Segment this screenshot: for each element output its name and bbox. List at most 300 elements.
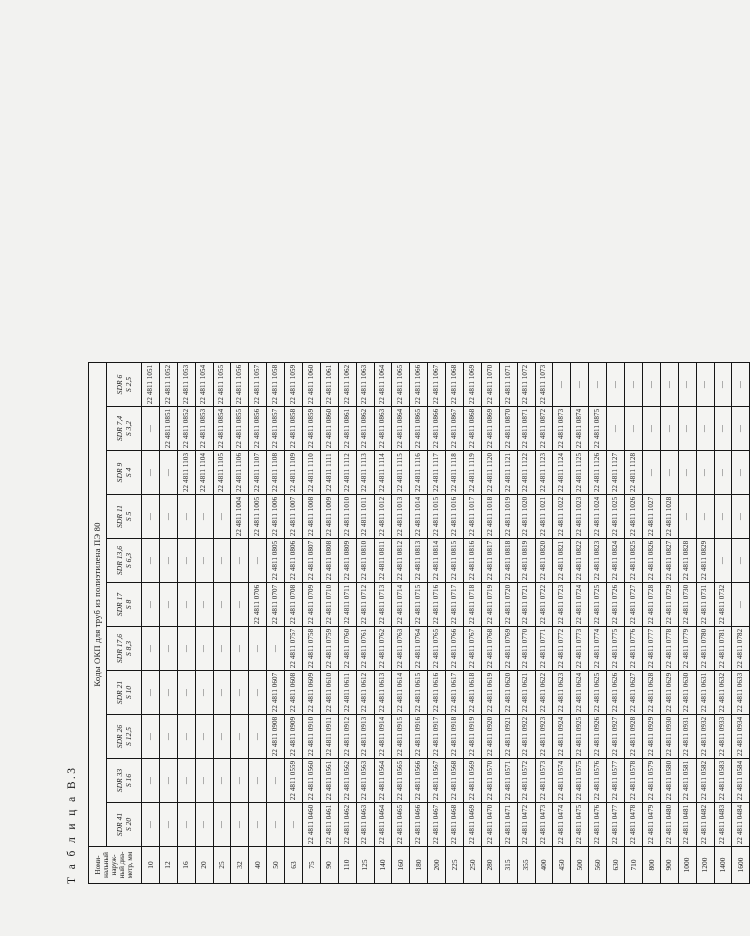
okp-code-cell: 22 4811 0925 — [571, 715, 589, 759]
okp-code-cell: 22 4811 0757 — [285, 627, 303, 671]
okp-code-cell: 22 4811 0929 — [642, 715, 660, 759]
okp-code-cell: 22 4811 0919 — [464, 715, 482, 759]
okp-code-cell: 22 4811 0614 — [392, 671, 410, 715]
empty-code-cell: — — [142, 495, 160, 539]
empty-code-cell: — — [231, 583, 249, 627]
empty-code-cell: — — [177, 803, 195, 847]
corner-line-5: метр, мм — [125, 851, 134, 879]
nominal-diameter-cell: 180 — [410, 847, 428, 884]
empty-code-cell: — — [213, 803, 231, 847]
okp-code-cell: 22 4811 0866 — [428, 407, 446, 451]
empty-code-cell: — — [249, 627, 267, 671]
table-row — [356, 363, 374, 884]
empty-code-cell: — — [285, 803, 303, 847]
table-row — [320, 363, 338, 884]
okp-code-cell: 22 4811 0807 — [303, 539, 321, 583]
okp-code-cell: 22 4811 0581 — [678, 759, 696, 803]
sdr-column-header — [107, 671, 142, 715]
okp-code-cell: 22 4811 0719 — [481, 583, 499, 627]
okp-code-cell: 22 4811 1125 — [571, 451, 589, 495]
okp-code-cell: 22 4811 0473 — [535, 803, 553, 847]
okp-code-cell: 22 4811 0713 — [374, 583, 392, 627]
okp-code-cell: 22 4811 1065 — [392, 363, 410, 407]
okp-code-cell: 22 4811 0482 — [696, 803, 714, 847]
table-row — [678, 363, 696, 884]
okp-code-cell: 22 4811 0805 — [267, 539, 285, 583]
table-row — [267, 363, 285, 884]
nominal-diameter-cell: 900 — [660, 847, 678, 884]
okp-code-cell: 22 4811 0813 — [410, 539, 428, 583]
group-header-okp: Коды ОКП для труб из полиэтилена ПЭ 80 — [89, 363, 107, 847]
okp-code-cell: 22 4811 0777 — [642, 627, 660, 671]
sdr-column-header — [107, 451, 142, 495]
okp-code-cell: 22 4811 0708 — [285, 583, 303, 627]
okp-code-cell: 22 4811 0857 — [267, 407, 285, 451]
okp-code-cell: 22 4811 0776 — [625, 627, 643, 671]
okp-code-cell: 22 4811 0475 — [571, 803, 589, 847]
okp-code-cell: 22 4811 0763 — [392, 627, 410, 671]
group-header-row — [89, 363, 107, 884]
okp-code-cell: 22 4811 0854 — [213, 407, 231, 451]
okp-code-cell: 22 4811 0858 — [285, 407, 303, 451]
table-row — [142, 363, 160, 884]
okp-code-cell: 22 4811 0723 — [553, 583, 571, 627]
table-row — [732, 363, 750, 884]
s-label: S 6,3 — [124, 552, 133, 569]
okp-codes-table — [88, 362, 750, 884]
table-row — [625, 363, 643, 884]
okp-code-cell: 22 4811 0565 — [392, 759, 410, 803]
sdr-column-header — [107, 495, 142, 539]
empty-code-cell: — — [589, 363, 607, 407]
okp-code-cell: 22 4811 1122 — [517, 451, 535, 495]
okp-code-cell: 22 4811 1010 — [338, 495, 356, 539]
okp-code-cell: 22 4811 0780 — [696, 627, 714, 671]
sdr-column-header — [107, 539, 142, 583]
okp-code-cell: 22 4811 1053 — [177, 363, 195, 407]
empty-code-cell: — — [159, 583, 177, 627]
okp-code-cell: 22 4811 0822 — [571, 539, 589, 583]
okp-code-cell: 22 4811 0576 — [589, 759, 607, 803]
okp-code-cell: 22 4811 0584 — [732, 759, 750, 803]
nominal-diameter-cell: 800 — [642, 847, 660, 884]
okp-code-cell: 22 4811 0923 — [535, 715, 553, 759]
okp-code-cell: 22 4811 1114 — [374, 451, 392, 495]
empty-code-cell: — — [732, 451, 750, 495]
okp-code-cell: 22 4811 0852 — [177, 407, 195, 451]
okp-code-cell: 22 4811 0628 — [642, 671, 660, 715]
okp-code-cell: 22 4811 0728 — [642, 583, 660, 627]
nominal-diameter-cell: 40 — [249, 847, 267, 884]
okp-code-cell: 22 4811 0824 — [607, 539, 625, 583]
okp-code-cell: 22 4811 0722 — [535, 583, 553, 627]
okp-code-cell: 22 4811 0921 — [499, 715, 517, 759]
okp-code-cell: 22 4811 0570 — [481, 759, 499, 803]
okp-code-cell: 22 4811 1110 — [303, 451, 321, 495]
nominal-diameter-cell: 1600 — [732, 847, 750, 884]
sdr-label: SDR 9 — [114, 462, 124, 483]
okp-code-cell: 22 4811 0715 — [410, 583, 428, 627]
nominal-diameter-cell: 125 — [356, 847, 374, 884]
empty-code-cell: — — [159, 451, 177, 495]
empty-code-cell: — — [732, 539, 750, 583]
okp-code-cell: 22 4811 0908 — [267, 715, 285, 759]
okp-code-cell: 22 4811 0861 — [338, 407, 356, 451]
okp-code-cell: 22 4811 0874 — [571, 407, 589, 451]
okp-code-cell: 22 4811 0479 — [642, 803, 660, 847]
okp-code-cell: 22 4811 0471 — [499, 803, 517, 847]
empty-code-cell: — — [159, 759, 177, 803]
okp-code-cell: 22 4811 0725 — [589, 583, 607, 627]
okp-code-cell: 22 4811 1022 — [553, 495, 571, 539]
okp-code-cell: 22 4811 1106 — [231, 451, 249, 495]
okp-code-cell: 22 4811 0580 — [660, 759, 678, 803]
okp-code-cell: 22 4811 0569 — [464, 759, 482, 803]
okp-code-cell: 22 4811 0859 — [303, 407, 321, 451]
okp-code-cell: 22 4811 0826 — [642, 539, 660, 583]
okp-code-cell: 22 4811 0732 — [714, 583, 732, 627]
okp-code-cell: 22 4811 0609 — [303, 671, 321, 715]
okp-code-cell: 22 4811 0483 — [714, 803, 732, 847]
empty-code-cell: — — [678, 363, 696, 407]
nominal-diameter-cell: 250 — [464, 847, 482, 884]
okp-code-cell: 22 4811 1124 — [553, 451, 571, 495]
nominal-diameter-cell: 710 — [625, 847, 643, 884]
okp-code-cell: 22 4811 1119 — [464, 451, 482, 495]
okp-code-cell: 22 4811 0477 — [607, 803, 625, 847]
table-row — [553, 363, 571, 884]
okp-code-cell: 22 4811 1127 — [607, 451, 625, 495]
table-row — [428, 363, 446, 884]
okp-code-cell: 22 4811 0774 — [589, 627, 607, 671]
okp-code-cell: 22 4811 0856 — [249, 407, 267, 451]
empty-code-cell: — — [231, 759, 249, 803]
empty-code-cell: — — [142, 627, 160, 671]
s-label: S 12,5 — [124, 727, 133, 746]
okp-code-cell: 22 4811 0825 — [625, 539, 643, 583]
empty-code-cell: — — [249, 671, 267, 715]
nominal-diameter-cell: 32 — [231, 847, 249, 884]
okp-code-cell: 22 4811 0630 — [678, 671, 696, 715]
okp-code-cell: 22 4811 1012 — [374, 495, 392, 539]
okp-code-cell: 22 4811 1011 — [356, 495, 374, 539]
okp-code-cell: 22 4811 0710 — [320, 583, 338, 627]
okp-code-cell: 22 4811 0615 — [410, 671, 428, 715]
okp-code-cell: 22 4811 0480 — [660, 803, 678, 847]
s-label: S 5 — [124, 511, 133, 522]
okp-code-cell: 22 4811 0911 — [320, 715, 338, 759]
okp-code-cell: 22 4811 0564 — [374, 759, 392, 803]
empty-code-cell: — — [231, 671, 249, 715]
sdr-label: SDR 33 — [114, 768, 124, 793]
okp-code-cell: 22 4811 0864 — [392, 407, 410, 451]
table-row — [231, 363, 249, 884]
table-row — [249, 363, 267, 884]
sdr-column-header — [107, 759, 142, 803]
okp-code-cell: 22 4811 0920 — [481, 715, 499, 759]
nominal-diameter-cell: 12 — [159, 847, 177, 884]
nominal-diameter-cell: 560 — [589, 847, 607, 884]
empty-code-cell: — — [696, 451, 714, 495]
okp-code-cell: 22 4811 1054 — [195, 363, 213, 407]
okp-code-cell: 22 4811 0620 — [499, 671, 517, 715]
okp-code-cell: 22 4811 0870 — [499, 407, 517, 451]
empty-code-cell: — — [142, 407, 160, 451]
okp-code-cell: 22 4811 0627 — [625, 671, 643, 715]
empty-code-cell: — — [177, 495, 195, 539]
sdr-label: SDR 26 — [114, 724, 124, 749]
okp-code-cell: 22 4811 1051 — [142, 363, 160, 407]
okp-code-cell: 22 4811 0562 — [338, 759, 356, 803]
table-row — [696, 363, 714, 884]
sdr-label: SDR 7,4 — [114, 415, 124, 442]
okp-code-cell: 22 4811 1126 — [589, 451, 607, 495]
empty-code-cell: — — [195, 671, 213, 715]
okp-code-cell: 22 4811 0910 — [303, 715, 321, 759]
okp-code-cell: 22 4811 1109 — [285, 451, 303, 495]
empty-code-cell: — — [732, 495, 750, 539]
okp-code-cell: 22 4811 0811 — [374, 539, 392, 583]
okp-code-cell: 22 4811 1009 — [320, 495, 338, 539]
okp-code-cell: 22 4811 1118 — [446, 451, 464, 495]
okp-code-cell: 22 4811 0875 — [589, 407, 607, 451]
okp-code-cell: 22 4811 0610 — [320, 671, 338, 715]
okp-code-cell: 22 4811 1111 — [320, 451, 338, 495]
okp-code-cell: 22 4811 0912 — [338, 715, 356, 759]
okp-code-cell: 22 4811 0571 — [499, 759, 517, 803]
okp-code-cell: 22 4811 1061 — [320, 363, 338, 407]
okp-code-cell: 22 4811 1018 — [481, 495, 499, 539]
okp-code-cell: 22 4811 0781 — [714, 627, 732, 671]
okp-code-cell: 22 4811 0769 — [499, 627, 517, 671]
okp-code-cell: 22 4811 0716 — [428, 583, 446, 627]
s-label: S 10 — [124, 685, 133, 700]
okp-code-cell: 22 4811 0607 — [267, 671, 285, 715]
okp-code-cell: 22 4811 0582 — [696, 759, 714, 803]
okp-code-cell: 22 4811 1014 — [410, 495, 428, 539]
okp-code-cell: 22 4811 0583 — [714, 759, 732, 803]
okp-code-cell: 22 4811 0823 — [589, 539, 607, 583]
empty-code-cell: — — [714, 495, 732, 539]
okp-code-cell: 22 4811 0867 — [446, 407, 464, 451]
empty-code-cell: — — [177, 759, 195, 803]
empty-code-cell: — — [678, 495, 696, 539]
okp-code-cell: 22 4811 0775 — [607, 627, 625, 671]
okp-code-cell: 22 4811 0476 — [589, 803, 607, 847]
okp-code-cell: 22 4811 1007 — [285, 495, 303, 539]
nominal-diameter-cell: 90 — [320, 847, 338, 884]
nominal-diameter-cell: 50 — [267, 847, 285, 884]
okp-code-cell: 22 4811 0855 — [231, 407, 249, 451]
empty-code-cell: — — [177, 583, 195, 627]
okp-code-cell: 22 4811 0924 — [553, 715, 571, 759]
okp-code-cell: 22 4811 1108 — [267, 451, 285, 495]
okp-code-cell: 22 4811 0820 — [535, 539, 553, 583]
nominal-diameter-cell: 280 — [481, 847, 499, 884]
okp-code-cell: 22 4811 1120 — [481, 451, 499, 495]
okp-code-cell: 22 4811 0575 — [571, 759, 589, 803]
okp-code-cell: 22 4811 0717 — [446, 583, 464, 627]
empty-code-cell: — — [678, 407, 696, 451]
okp-code-cell: 22 4811 0616 — [428, 671, 446, 715]
okp-code-cell: 22 4811 0464 — [374, 803, 392, 847]
okp-code-cell: 22 4811 0466 — [410, 803, 428, 847]
okp-code-cell: 22 4811 0572 — [517, 759, 535, 803]
okp-code-cell: 22 4811 0730 — [678, 583, 696, 627]
sdr-column-header — [107, 715, 142, 759]
okp-code-cell: 22 4811 0579 — [642, 759, 660, 803]
sdr-column-header — [107, 803, 142, 847]
s-label: S 16 — [124, 773, 133, 788]
okp-code-cell: 22 4811 0868 — [464, 407, 482, 451]
okp-code-cell: 22 4811 1056 — [231, 363, 249, 407]
okp-code-cell: 22 4811 0909 — [285, 715, 303, 759]
table-caption: Т а б л и ц а В.3 — [66, 765, 78, 884]
okp-code-cell: 22 4811 1017 — [464, 495, 482, 539]
s-label: S 20 — [124, 817, 133, 832]
empty-code-cell: — — [177, 671, 195, 715]
nominal-diameter-cell: 1200 — [696, 847, 714, 884]
nominal-diameter-cell: 25 — [213, 847, 231, 884]
okp-code-cell: 22 4811 0578 — [625, 759, 643, 803]
okp-code-cell: 22 4811 1062 — [338, 363, 356, 407]
okp-code-cell: 22 4811 1015 — [428, 495, 446, 539]
empty-code-cell: — — [213, 671, 231, 715]
empty-code-cell: — — [177, 627, 195, 671]
table-row — [571, 363, 589, 884]
okp-code-cell: 22 4811 0819 — [517, 539, 535, 583]
okp-code-cell: 22 4811 1121 — [499, 451, 517, 495]
nominal-diameter-cell: 20 — [195, 847, 213, 884]
empty-code-cell: — — [660, 363, 678, 407]
table-row — [338, 363, 356, 884]
okp-code-cell: 22 4811 0461 — [320, 803, 338, 847]
okp-code-cell: 22 4811 0622 — [535, 671, 553, 715]
table-row — [535, 363, 553, 884]
okp-code-cell: 22 4811 0706 — [249, 583, 267, 627]
okp-code-cell: 22 4811 0765 — [428, 627, 446, 671]
empty-code-cell: — — [267, 627, 285, 671]
okp-code-cell: 22 4811 0465 — [392, 803, 410, 847]
okp-code-cell: 22 4811 0731 — [696, 583, 714, 627]
nominal-diameter-cell: 225 — [446, 847, 464, 884]
sdr-label: SDR 21 — [114, 680, 124, 705]
empty-code-cell: — — [231, 715, 249, 759]
okp-code-cell: 22 4811 0829 — [696, 539, 714, 583]
empty-code-cell: — — [142, 539, 160, 583]
empty-code-cell: — — [195, 627, 213, 671]
okp-code-cell: 22 4811 1013 — [392, 495, 410, 539]
okp-code-cell: 22 4811 0472 — [517, 803, 535, 847]
sdr-label: SDR 17,6 — [114, 633, 124, 664]
okp-code-cell: 22 4811 1115 — [392, 451, 410, 495]
okp-code-cell: 22 4811 1005 — [249, 495, 267, 539]
okp-code-cell: 22 4811 0632 — [714, 671, 732, 715]
s-label: S 3,2 — [124, 420, 133, 437]
s-label: S 4 — [124, 467, 133, 478]
okp-code-cell: 22 4811 0860 — [320, 407, 338, 451]
okp-code-cell: 22 4811 1060 — [303, 363, 321, 407]
empty-code-cell: — — [142, 803, 160, 847]
empty-code-cell: — — [195, 495, 213, 539]
okp-code-cell: 22 4811 0914 — [374, 715, 392, 759]
okp-code-cell: 22 4811 0720 — [499, 583, 517, 627]
empty-code-cell: — — [249, 715, 267, 759]
okp-code-cell: 22 4811 0927 — [607, 715, 625, 759]
okp-code-cell: 22 4811 0812 — [392, 539, 410, 583]
s-label: S 2,5 — [124, 376, 133, 393]
okp-code-cell: 22 4811 0782 — [732, 627, 750, 671]
table-container — [88, 362, 750, 884]
okp-code-cell: 22 4811 0816 — [464, 539, 482, 583]
empty-code-cell: — — [714, 363, 732, 407]
sdr-header-row — [107, 363, 142, 884]
okp-code-cell: 22 4811 0759 — [320, 627, 338, 671]
okp-code-cell: 22 4811 1023 — [571, 495, 589, 539]
okp-code-cell: 22 4811 1052 — [159, 363, 177, 407]
table-row — [660, 363, 678, 884]
corner-line-3: наруж- — [110, 854, 119, 876]
okp-code-cell: 22 4811 0761 — [356, 627, 374, 671]
okp-code-cell: 22 4811 0462 — [338, 803, 356, 847]
okp-code-cell: 22 4811 0872 — [535, 407, 553, 451]
table-row — [464, 363, 482, 884]
sdr-label: SDR 17 — [114, 592, 124, 617]
empty-code-cell: — — [213, 583, 231, 627]
okp-code-cell: 22 4811 0633 — [732, 671, 750, 715]
okp-code-cell: 22 4811 0863 — [374, 407, 392, 451]
okp-code-cell: 22 4811 1066 — [410, 363, 428, 407]
okp-code-cell: 22 4811 0922 — [517, 715, 535, 759]
okp-code-cell: 22 4811 0559 — [285, 759, 303, 803]
okp-code-cell: 22 4811 1069 — [464, 363, 482, 407]
okp-code-cell: 22 4811 0934 — [732, 715, 750, 759]
okp-code-cell: 22 4811 0474 — [553, 803, 571, 847]
empty-code-cell: — — [607, 363, 625, 407]
okp-code-cell: 22 4811 0771 — [535, 627, 553, 671]
empty-code-cell: — — [213, 715, 231, 759]
okp-code-cell: 22 4811 0468 — [446, 803, 464, 847]
empty-code-cell: — — [213, 539, 231, 583]
empty-code-cell: — — [177, 539, 195, 583]
okp-code-cell: 22 4811 0767 — [464, 627, 482, 671]
empty-code-cell: — — [267, 759, 285, 803]
okp-code-cell: 22 4811 0770 — [517, 627, 535, 671]
okp-code-cell: 22 4811 0727 — [625, 583, 643, 627]
okp-code-cell: 22 4811 1105 — [213, 451, 231, 495]
okp-code-cell: 22 4811 0778 — [660, 627, 678, 671]
okp-code-cell: 22 4811 0932 — [696, 715, 714, 759]
empty-code-cell: — — [714, 407, 732, 451]
okp-code-cell: 22 4811 0560 — [303, 759, 321, 803]
okp-code-cell: 22 4811 1103 — [177, 451, 195, 495]
okp-code-cell: 22 4811 0760 — [338, 627, 356, 671]
nominal-diameter-cell: 315 — [499, 847, 517, 884]
nominal-diameter-cell: 355 — [517, 847, 535, 884]
empty-code-cell: — — [249, 803, 267, 847]
okp-code-cell: 22 4811 0809 — [338, 539, 356, 583]
empty-code-cell: — — [142, 671, 160, 715]
okp-code-cell: 22 4811 0481 — [678, 803, 696, 847]
okp-code-cell: 22 4811 0772 — [553, 627, 571, 671]
okp-code-cell: 22 4811 0718 — [464, 583, 482, 627]
okp-code-cell: 22 4811 1107 — [249, 451, 267, 495]
okp-code-cell: 22 4811 0926 — [589, 715, 607, 759]
empty-code-cell: — — [267, 803, 285, 847]
okp-code-cell: 22 4811 0917 — [428, 715, 446, 759]
okp-code-cell: 22 4811 0563 — [356, 759, 374, 803]
okp-code-cell: 22 4811 0779 — [678, 627, 696, 671]
